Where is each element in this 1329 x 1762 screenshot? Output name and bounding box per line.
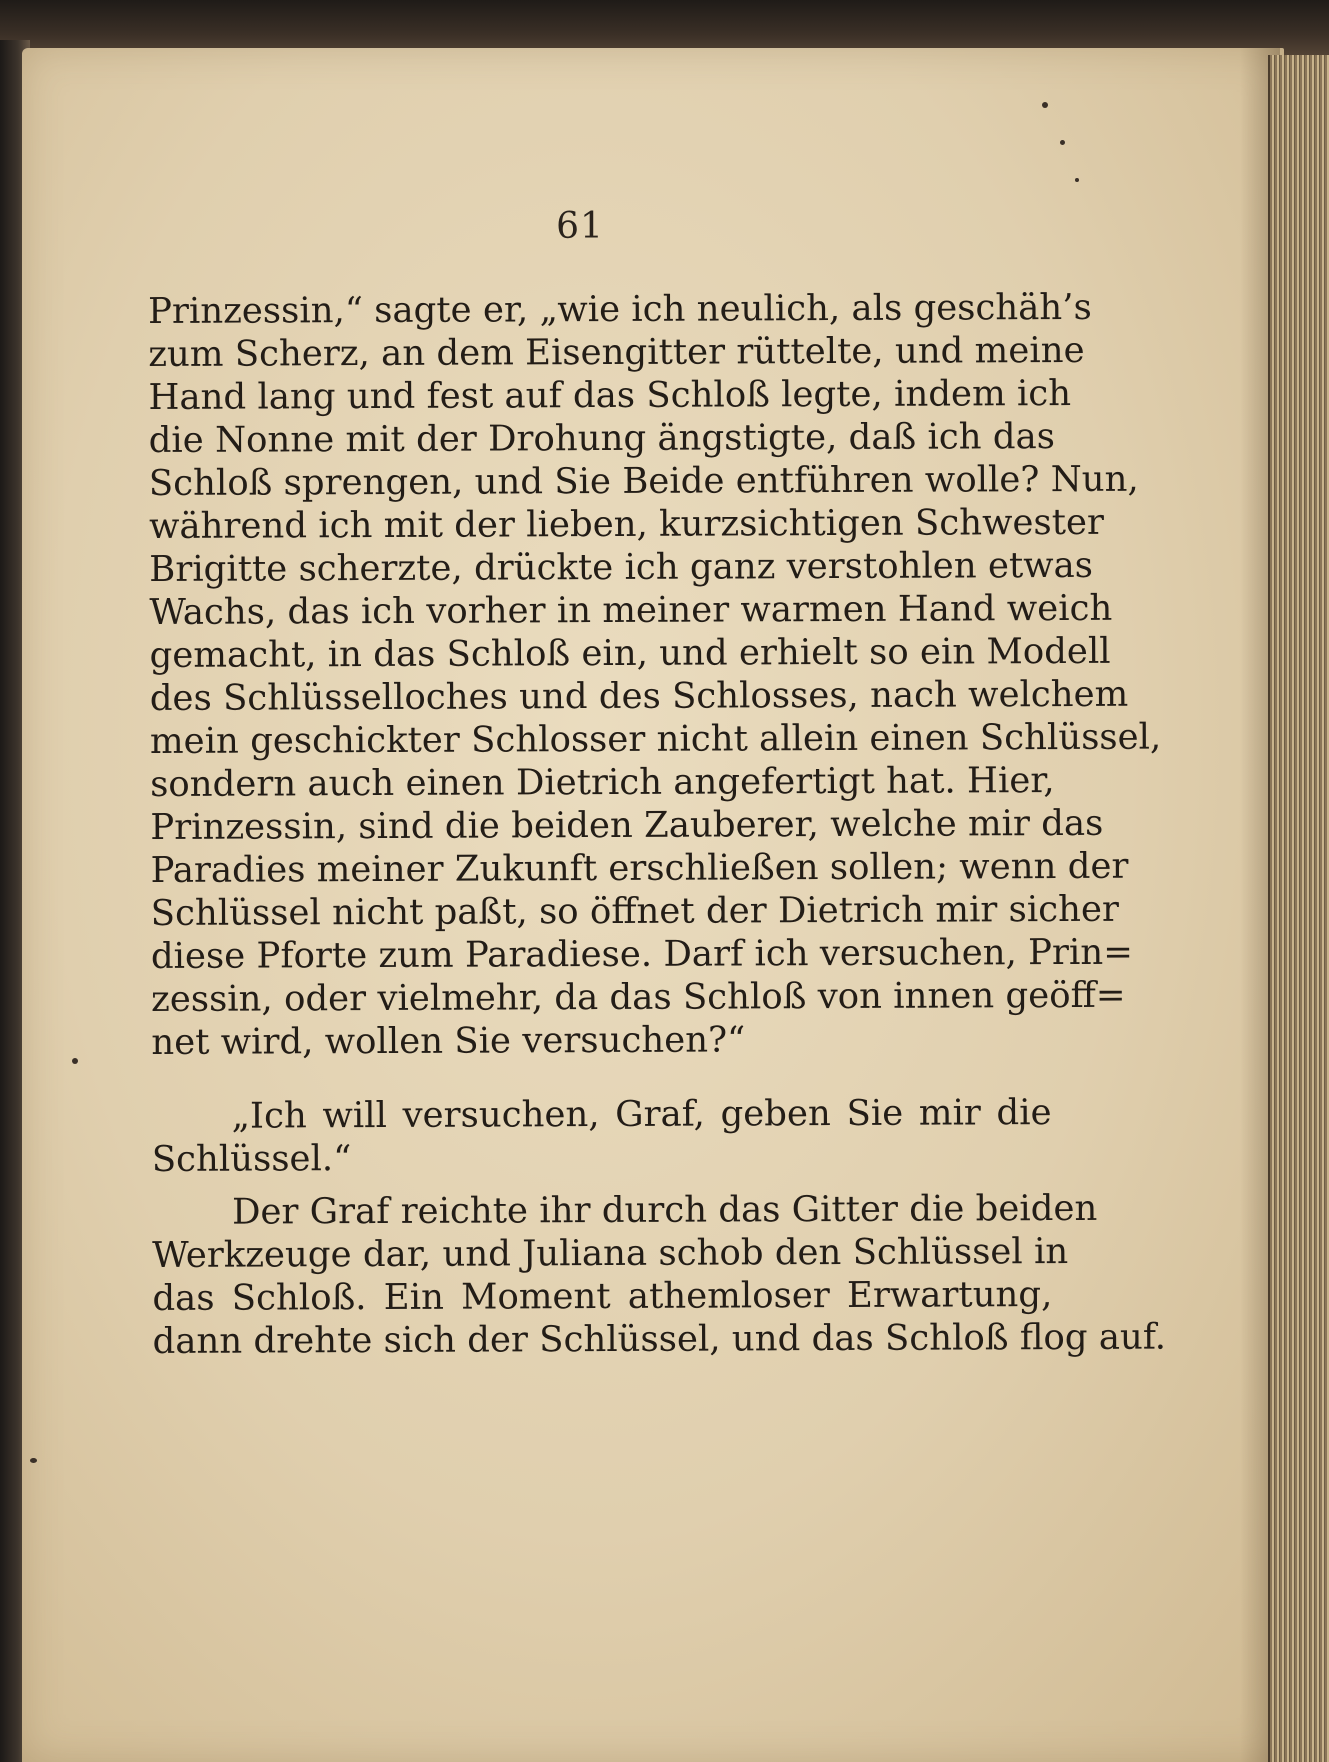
text-line: diese Pforte zum Paradiese. Darf ich versuchen, Prin= — [150, 931, 1134, 977]
text-line: Hand lang und fest auf das Schloß legte, indem ich — [148, 372, 1072, 418]
text-line: sondern auch einen Dietrich angefertigt hat. Hier, — [150, 760, 1055, 805]
paragraph-gap — [151, 1060, 1051, 1095]
text-line: gemacht, in das Schloß ein, und erhielt so ein Modell — [149, 630, 1111, 676]
paragraph-1 — [148, 286, 1162, 1064]
page-edges — [1268, 55, 1329, 1762]
text-line: das Schloß. Ein Moment athemloser Erwartung, — [152, 1274, 1053, 1319]
text-line: Prinzessin, sind die beiden Zauberer, welche mir das — [150, 802, 1104, 848]
text-line: Der Graf reichte ihr durch das Gitter die beiden — [231, 1187, 1098, 1233]
page-number: 61 — [556, 206, 604, 247]
text-line: während ich mit der lieben, kurzsichtigen Schwester — [148, 501, 1105, 547]
text-line: Schlüssel.“ — [151, 1138, 352, 1180]
text-line: die Nonne mit der Drohung ängstigte, daß ich das — [148, 416, 1056, 461]
text-line: „Ich will versuchen, Graf, geben Sie mir die — [231, 1092, 1052, 1137]
text-line: dann drehte sich der Schlüssel, und das Schloß flog auf. — [152, 1316, 1167, 1362]
text-line: Prinzessin,“ sagte er, „wie ich neulich, als geschäh’s — [148, 286, 1092, 332]
text-line: mein geschickter Schlosser nicht allein einen Schlüssel, — [149, 716, 1162, 762]
ink-speck — [30, 1458, 37, 1463]
text-line: Schloß sprengen, und Sie Beide entführen wolle? Nun, — [148, 458, 1139, 504]
ink-speck — [1060, 140, 1065, 145]
text-line: Paradies meiner Zukunft erschließen sollen; wenn der — [150, 845, 1129, 891]
text-line: net wird, wollen Sie versuchen?“ — [151, 1019, 746, 1063]
paragraph-2 — [152, 1091, 1052, 1181]
text-line: Brigitte scherzte, drückte ich ganz verstohlen etwas — [149, 544, 1094, 590]
ink-speck — [72, 1058, 78, 1064]
body-text — [148, 286, 1167, 1363]
ink-speck — [1075, 178, 1079, 182]
text-line: Wachs, das ich vorher in meiner warmen Hand weich — [149, 587, 1113, 633]
text-line: Werkzeuge dar, und Juliana schob den Schlüssel in — [152, 1230, 1069, 1276]
text-line: zessin, oder vielmehr, da das Schloß von innen geöff= — [151, 974, 1126, 1020]
paragraph-3 — [152, 1187, 1167, 1363]
ink-speck — [1042, 102, 1048, 108]
text-line: zum Scherz, an dem Eisengitter rüttelte, und meine — [148, 329, 1085, 375]
text-line: des Schlüsselloches und des Schlosses, nach welchem — [149, 673, 1129, 719]
text-line: Schlüssel nicht paßt, so öffnet der Dietrich mir sicher — [150, 888, 1120, 934]
